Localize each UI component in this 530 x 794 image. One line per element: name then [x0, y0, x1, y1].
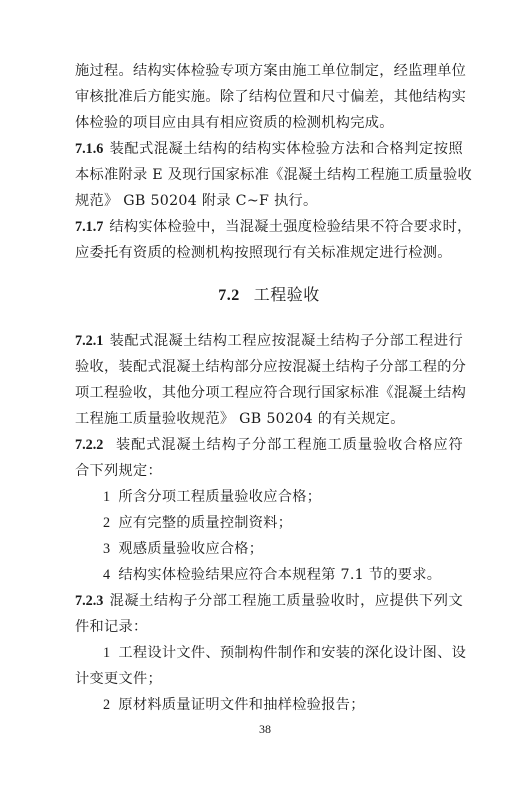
- page-number: 38: [259, 722, 271, 736]
- clause-number: 7.2.3: [75, 593, 104, 609]
- text-line: 施过程。结构实体检验专项方案由施工单位制定，经监理单位: [75, 63, 467, 79]
- clause-number: 7.2.2: [75, 437, 104, 453]
- clause-7-2-1: [75, 328, 467, 432]
- text-line: 项工程验收，其他分项工程应符合现行国家标准《混凝土结构: [75, 385, 467, 401]
- list-item: 3 观感质量验收应合格；: [103, 541, 264, 557]
- text-line: 本标准附录 E 及现行国家标准《混凝土结构工程施工质量验收: [75, 167, 472, 183]
- section-number: 7.2: [218, 287, 240, 304]
- clause-7-1-6: [75, 136, 472, 214]
- section-title-text: 工程验收: [253, 285, 320, 304]
- text-line: 件和记录：: [75, 619, 148, 635]
- list-item: 4 结构实体检验结果应符合本规程第 7.1 节的要求。: [103, 567, 442, 583]
- clause-7-2-3: [75, 588, 467, 718]
- list-item: 2 原材料质量证明文件和抽样检验报告；: [103, 697, 365, 713]
- list-item: 2 应有完整的质量控制资料；: [103, 515, 293, 531]
- text-line: 混凝土结构子分部工程施工质量验收时，应提供下列文: [109, 593, 463, 609]
- list-item: 1 工程设计文件、预制构件制作和安装的深化设计图、设: [103, 645, 467, 661]
- clause-7-1-7: [75, 214, 472, 266]
- paragraph-intro: [75, 58, 467, 136]
- text-line: 审核批准后方能实施。除了结构位置和尺寸偏差，其他结构实: [75, 89, 467, 105]
- text-line: 体检验的项目应由具有相应资质的检测机构完成。: [75, 115, 394, 131]
- text-line: 规范》 GB 50204 附录 C~F 执行。: [75, 193, 318, 209]
- text-line: 装配式混凝土结构子分部工程施工质量验收合格应符: [115, 437, 463, 453]
- clause-number: 7.1.6: [75, 141, 104, 157]
- clause-number: 7.2.1: [75, 333, 104, 349]
- list-item-continuation: 计变更文件；: [75, 671, 162, 687]
- clause-7-2-2: [75, 432, 463, 588]
- document-body: [75, 58, 472, 718]
- text-line: 装配式混凝土结构的结构实体检验方法和合格判定按照: [109, 141, 463, 157]
- text-line: 验收，装配式混凝土结构部分应按混凝土结构子分部工程的分: [75, 359, 467, 375]
- text-line: 装配式混凝土结构工程应按混凝土结构子分部工程进行: [109, 333, 463, 349]
- text-line: 应委托有资质的检测机构按照现行有关标准规定进行检测。: [75, 245, 452, 261]
- text-line: 工程施工质量验收规范》 GB 50204 的有关规定。: [75, 411, 405, 427]
- clause-number: 7.1.7: [75, 219, 104, 235]
- section-heading: [75, 282, 463, 308]
- list-item: 1 所含分项工程质量验收应合格；: [103, 489, 322, 505]
- text-line: 合下列规定：: [75, 463, 162, 479]
- text-line: 结构实体检验中，当混凝土强度检验结果不符合要求时，: [109, 219, 472, 235]
